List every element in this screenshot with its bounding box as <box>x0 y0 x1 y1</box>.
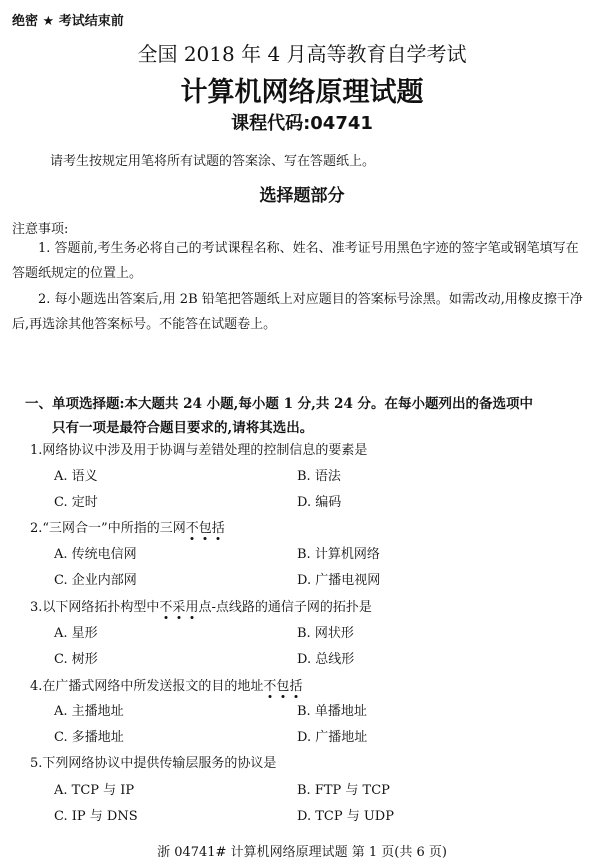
option-c: C. 定时 <box>54 495 98 510</box>
exam-title: 全国 2018 年 4 月高等教育自学考试 <box>137 42 467 66</box>
notice-item-2: 2. 每小题选出答案后,用 2B 铅笔把答题纸上对应题目的答案标号涂黑。如需改动,用橡皮擦干净后,再选涂其他答案标号。不能答在试题卷上。 <box>12 292 583 332</box>
option-a: A. 语义 <box>54 469 98 484</box>
option-b: B. 计算机网络 <box>297 547 380 562</box>
answer-instruction: 请考生按规定用笔将所有试题的答案涂、写在答题纸上。 <box>50 154 376 169</box>
option-a: A. 主播地址 <box>54 704 124 719</box>
emphasis-char: 括 <box>289 679 303 694</box>
question-stem <box>30 675 302 694</box>
part1-heading-cont: 只有一项是最符合题目要求的,请将其选出。 <box>52 420 314 436</box>
option-a: A. 星形 <box>54 626 98 641</box>
emphasis-char: 不 <box>185 521 199 536</box>
option-a: A. TCP 与 IP <box>54 783 135 798</box>
question-stem: 1.网络协议中涉及用于协调与差错处理的控制信息的要素是 <box>30 443 368 458</box>
emphasis-char: 不 <box>263 679 277 694</box>
emphasis-char: 采 <box>172 600 186 615</box>
option-c: C. 企业内部网 <box>54 573 137 588</box>
course-code: 课程代码:04741 <box>231 113 373 134</box>
option-b: B. FTP 与 TCP <box>297 783 390 798</box>
emphasis-char: 包 <box>276 679 290 694</box>
subject-title: 计算机网络原理试题 <box>180 77 424 108</box>
option-c: C. 树形 <box>54 652 98 667</box>
emphasis-char: 括 <box>211 521 225 536</box>
notice-title: 注意事项: <box>12 222 69 237</box>
option-a: A. 传统电信网 <box>54 547 137 562</box>
emphasis-char: 不 <box>159 600 173 615</box>
question-stem <box>30 517 225 536</box>
question-stem: 5.下列网络协议中提供传输层服务的协议是 <box>30 756 277 771</box>
option-c: C. 多播地址 <box>54 730 124 745</box>
option-d: D. 广播电视网 <box>297 573 381 588</box>
option-b: B. 语法 <box>297 469 341 484</box>
stem-text: 2.“三网合一”中所指的三网 <box>30 521 186 536</box>
option-d: D. 总线形 <box>297 652 355 667</box>
emphasis-char: 包 <box>198 521 212 536</box>
option-c: C. IP 与 DNS <box>54 809 138 824</box>
stem-text: 点-点线路的通信子网的拓扑是 <box>198 600 372 615</box>
page-footer: 浙 04741# 计算机网络原理试题 第 1 页(共 6 页) <box>157 845 447 860</box>
emphasis-char: 用 <box>185 600 199 615</box>
option-b: B. 单播地址 <box>297 704 367 719</box>
section-title: 选择题部分 <box>259 186 345 206</box>
question-stem <box>30 596 372 615</box>
option-d: D. 广播地址 <box>297 730 368 745</box>
notice-item-1: 1. 答题前,考生务必将自己的考试课程名称、姓名、准考证号用黑色字迹的签字笔或钢笔填写在答题纸规定的位置上。 <box>12 241 579 281</box>
part1-heading: 一、单项选择题:本大题共 24 小题,每小题 1 分,共 24 分。在每小题列出的备选项中 <box>25 396 534 412</box>
option-b: B. 网状形 <box>297 626 354 641</box>
stem-text: 3.以下网络拓扑构型中 <box>30 600 160 615</box>
option-d: D. TCP 与 UDP <box>297 809 394 824</box>
stem-text: 4.在广播式网络中所发送报文的目的地址 <box>30 679 264 694</box>
option-d: D. 编码 <box>297 495 342 510</box>
confidential-label: 绝密 ★ 考试结束前 <box>12 14 124 29</box>
